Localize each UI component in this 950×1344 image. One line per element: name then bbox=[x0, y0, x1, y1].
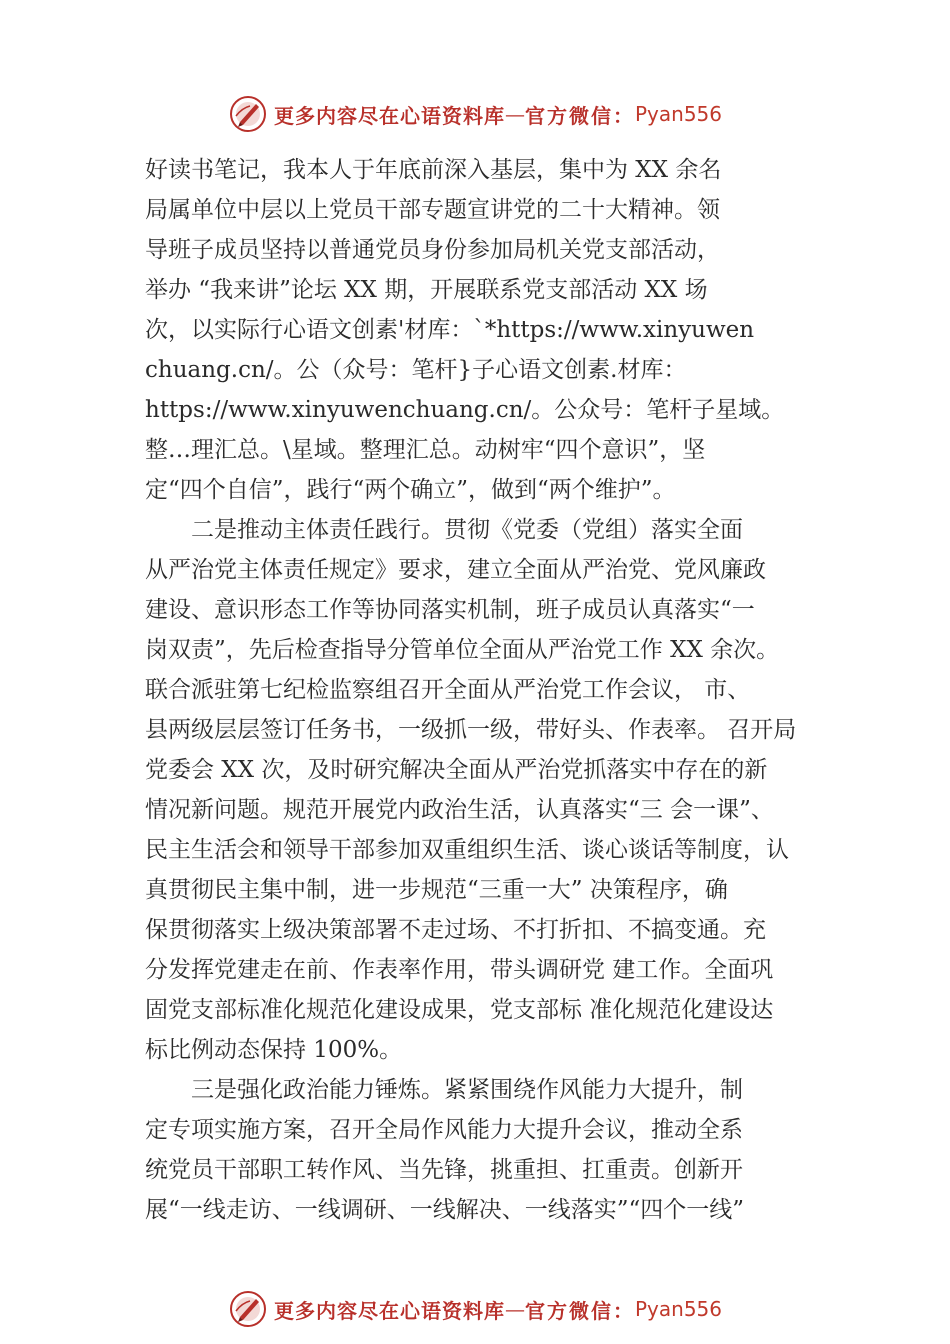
body-line: chuang.cn/。公（众号：笔杆}子心语文创素.材库： bbox=[145, 357, 687, 383]
header-official-label: 官方微信： bbox=[524, 103, 635, 128]
body-line: 情况新问题。规范开展党内政治生活，认真落实“三 会一课”、 bbox=[145, 797, 774, 823]
xinyu-logo-icon bbox=[228, 1289, 268, 1329]
body-line: 展“一线走访、一线调研、一线解决、一线落实”“四个一线” bbox=[145, 1197, 745, 1223]
footer-wechat-id: Pyan556 bbox=[634, 1297, 722, 1321]
body-line: 党委会 XX 次，及时研究解决全面从严治党抓落实中存在的新 bbox=[145, 757, 768, 783]
document-body bbox=[145, 150, 835, 1230]
header-banner bbox=[0, 92, 950, 136]
body-line: 次，以实际行心语文创素'材库：`*https://www.xinyuwen bbox=[145, 317, 755, 343]
paragraph-start-line: 二是推动主体责任践行。贯彻《党委（党组）落实全面 bbox=[191, 517, 743, 543]
body-line: https://www.xinyuwenchuang.cn/。公众号：笔杆子星域。 bbox=[145, 397, 785, 423]
header-brand-text: 更多内容尽在心语资料库 bbox=[273, 103, 505, 128]
body-line: 局属单位中层以上党员干部专题宣讲党的二十大精神。领 bbox=[145, 197, 720, 223]
footer-brand-text: 更多内容尽在心语资料库 bbox=[273, 1298, 505, 1323]
body-line: 保贯彻落实上级决策部署不走过场、不打折扣、不搞变通。充 bbox=[145, 917, 766, 943]
body-line: 整…理汇总。\星域。整理汇总。动树牢“四个意识”，坚 bbox=[145, 437, 706, 463]
body-line: 联合派驻第七纪检监察组召开全面从严治党工作会议， 市、 bbox=[145, 677, 751, 703]
body-line: 定专项实施方案，召开全局作风能力大提升会议，推动全系 bbox=[145, 1117, 743, 1143]
header-wechat-id: Pyan556 bbox=[634, 102, 722, 126]
body-line: 标比例动态保持 100%。 bbox=[145, 1037, 403, 1063]
header-dash: — bbox=[504, 102, 525, 126]
body-line: 岗双责”，先后检查指导分管单位全面从严治党工作 XX 余次。 bbox=[145, 637, 780, 663]
footer-dash: — bbox=[504, 1297, 525, 1321]
body-line: 县两级层层签订任务书，一级抓一级，带好头、作表率。 召开局 bbox=[145, 717, 797, 743]
body-line: 定“四个自信”，践行“两个确立”，做到“两个维护”。 bbox=[145, 477, 676, 503]
body-line: 举办 “我来讲”论坛 XX 期，开展联系党支部活动 XX 场 bbox=[145, 277, 708, 303]
body-line: 真贯彻民主集中制，进一步规范“三重一大” 决策程序，确 bbox=[145, 877, 728, 903]
body-line: 分发挥党建走在前、作表率作用，带头调研党 建工作。全面巩 bbox=[145, 957, 774, 983]
body-line: 民主生活会和领导干部参加双重组织生活、谈心谈话等制度，认 bbox=[145, 837, 789, 863]
footer-official-label: 官方微信： bbox=[524, 1298, 635, 1323]
footer-banner bbox=[0, 1287, 950, 1331]
body-line: 建设、意识形态工作等协同落实机制，班子成员认真落实“一 bbox=[145, 597, 755, 623]
body-line: 导班子成员坚持以普通党员身份参加局机关党支部活动， bbox=[145, 237, 720, 263]
body-line: 好读书笔记，我本人于年底前深入基层，集中为 XX 余名 bbox=[145, 157, 722, 183]
body-line: 从严治党主体责任规定》要求，建立全面从严治党、党风廉政 bbox=[145, 557, 766, 583]
body-line: 统党员干部职工转作风、当先锋，挑重担、扛重责。创新开 bbox=[145, 1157, 743, 1183]
xinyu-logo-icon bbox=[228, 94, 268, 134]
paragraph-start-line: 三是强化政治能力锤炼。紧紧围绕作风能力大提升，制 bbox=[191, 1077, 743, 1103]
body-line: 固党支部标准化规范化建设成果，党支部标 准化规范化建设达 bbox=[145, 997, 774, 1023]
